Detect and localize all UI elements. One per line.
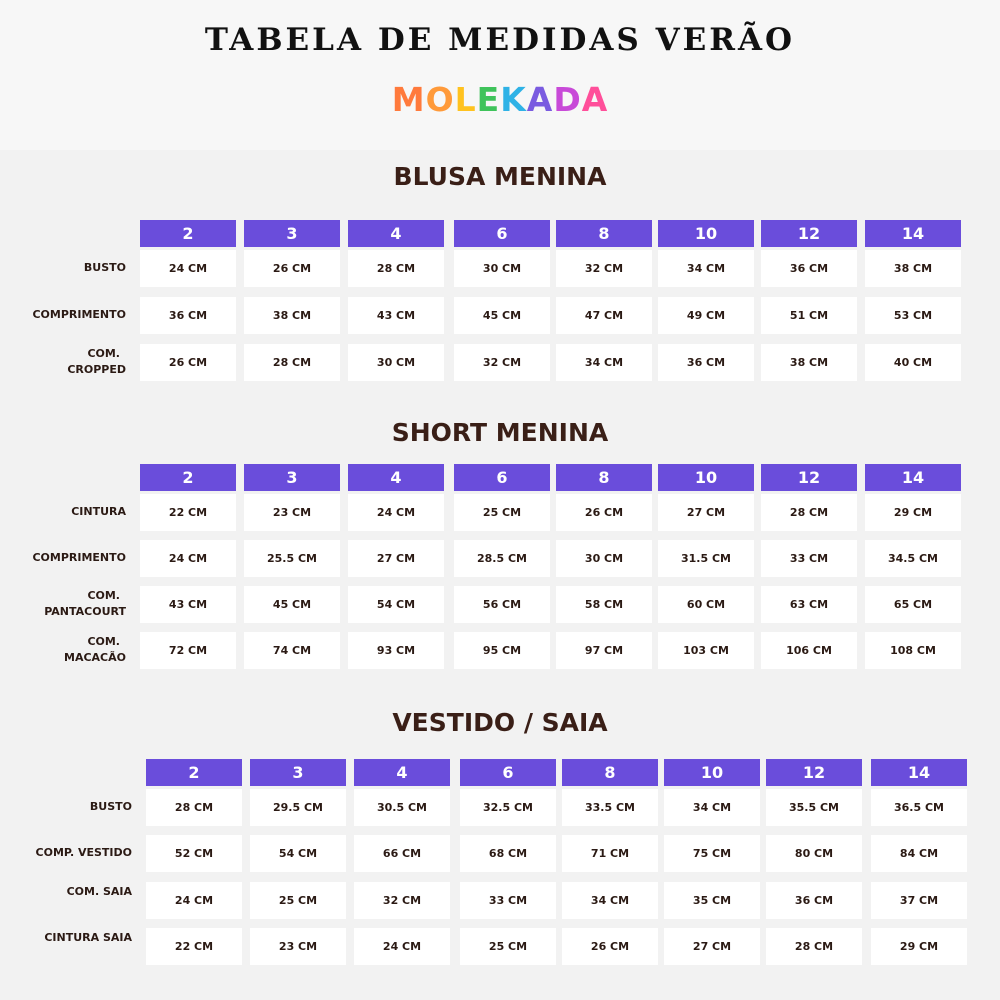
measure-cell: 53 CM: [865, 297, 961, 334]
measure-cell: 33 CM: [761, 540, 857, 577]
measure-cell: 95 CM: [454, 632, 550, 669]
measure-cell: 35 CM: [664, 882, 760, 919]
measure-cell: 84 CM: [871, 835, 967, 872]
row-label: CINTURA SAIA: [44, 931, 132, 944]
measure-cell: 29.5 CM: [250, 789, 346, 826]
measure-cell: 24 CM: [354, 928, 450, 965]
measure-cell: 32 CM: [354, 882, 450, 919]
measure-cell: 40 CM: [865, 344, 961, 381]
measure-cell: 33 CM: [460, 882, 556, 919]
section-title: VESTIDO / SAIA: [392, 708, 608, 737]
measure-cell: 75 CM: [664, 835, 760, 872]
measure-cell: 74 CM: [244, 632, 340, 669]
measure-cell: 32 CM: [454, 344, 550, 381]
measure-cell: 24 CM: [146, 882, 242, 919]
size-header: 3: [244, 464, 340, 491]
measure-cell: 23 CM: [244, 494, 340, 531]
measure-cell: 22 CM: [146, 928, 242, 965]
measure-cell: 28 CM: [146, 789, 242, 826]
size-header: 6: [454, 220, 550, 247]
measure-cell: 36.5 CM: [871, 789, 967, 826]
measure-cell: 27 CM: [664, 928, 760, 965]
row-label: COMPRIMENTO: [32, 308, 126, 321]
brand-letter: D: [553, 80, 582, 119]
measure-cell: 32.5 CM: [460, 789, 556, 826]
measure-cell: 25 CM: [454, 494, 550, 531]
row-label: COM. PANTACOURT: [44, 589, 126, 618]
measure-cell: 65 CM: [865, 586, 961, 623]
size-header: 2: [140, 464, 236, 491]
brand-letter: E: [476, 80, 501, 119]
measure-cell: 31.5 CM: [658, 540, 754, 577]
measure-cell: 103 CM: [658, 632, 754, 669]
measure-cell: 25 CM: [460, 928, 556, 965]
measure-cell: 36 CM: [658, 344, 754, 381]
row-label: COMP. VESTIDO: [35, 846, 132, 859]
measure-cell: 28 CM: [766, 928, 862, 965]
brand-logo: [0, 80, 1000, 119]
size-header: 12: [766, 759, 862, 786]
measure-cell: 45 CM: [454, 297, 550, 334]
row-label: BUSTO: [83, 261, 126, 274]
row-label: COM. CROPPED: [67, 347, 126, 376]
size-header: 4: [348, 464, 444, 491]
size-header: 6: [460, 759, 556, 786]
measure-cell: 26 CM: [140, 344, 236, 381]
measure-cell: 33.5 CM: [562, 789, 658, 826]
measure-cell: 30 CM: [454, 250, 550, 287]
measure-cell: 51 CM: [761, 297, 857, 334]
size-header: 6: [454, 464, 550, 491]
measure-cell: 26 CM: [556, 494, 652, 531]
measure-cell: 71 CM: [562, 835, 658, 872]
brand-letter: M: [391, 80, 426, 119]
size-header: 4: [354, 759, 450, 786]
measure-cell: 32 CM: [556, 250, 652, 287]
measure-cell: 36 CM: [761, 250, 857, 287]
size-header: 14: [865, 220, 961, 247]
measure-cell: 36 CM: [766, 882, 862, 919]
measure-cell: 36 CM: [140, 297, 236, 334]
measure-cell: 38 CM: [244, 297, 340, 334]
measure-cell: 63 CM: [761, 586, 857, 623]
size-header: 12: [761, 464, 857, 491]
size-header: 12: [761, 220, 857, 247]
measure-cell: 23 CM: [250, 928, 346, 965]
measure-cell: 68 CM: [460, 835, 556, 872]
measure-cell: 38 CM: [761, 344, 857, 381]
brand-letter: A: [526, 80, 554, 119]
measure-cell: 29 CM: [865, 494, 961, 531]
measure-cell: 47 CM: [556, 297, 652, 334]
measure-cell: 93 CM: [348, 632, 444, 669]
measure-cell: 106 CM: [761, 632, 857, 669]
row-label: BUSTO: [89, 800, 132, 813]
measure-cell: 72 CM: [140, 632, 236, 669]
measure-cell: 22 CM: [140, 494, 236, 531]
measure-cell: 24 CM: [140, 250, 236, 287]
measure-cell: 35.5 CM: [766, 789, 862, 826]
measure-cell: 34 CM: [664, 789, 760, 826]
measure-cell: 34.5 CM: [865, 540, 961, 577]
size-header: 2: [146, 759, 242, 786]
measure-cell: 28 CM: [244, 344, 340, 381]
measure-cell: 30 CM: [556, 540, 652, 577]
measure-cell: 80 CM: [766, 835, 862, 872]
size-header: 10: [658, 464, 754, 491]
measure-cell: 28.5 CM: [454, 540, 550, 577]
measure-cell: 24 CM: [140, 540, 236, 577]
measure-cell: 45 CM: [244, 586, 340, 623]
size-header: 2: [140, 220, 236, 247]
measure-cell: 108 CM: [865, 632, 961, 669]
measure-cell: 38 CM: [865, 250, 961, 287]
measure-cell: 34 CM: [562, 882, 658, 919]
measure-cell: 58 CM: [556, 586, 652, 623]
measure-cell: 27 CM: [658, 494, 754, 531]
measure-cell: 52 CM: [146, 835, 242, 872]
measure-cell: 25.5 CM: [244, 540, 340, 577]
measure-cell: 30.5 CM: [354, 789, 450, 826]
row-label: CINTURA: [71, 505, 126, 518]
measure-cell: 54 CM: [250, 835, 346, 872]
size-header: 14: [871, 759, 967, 786]
brand-letter: L: [454, 80, 477, 119]
measure-cell: 26 CM: [244, 250, 340, 287]
size-header: 8: [556, 220, 652, 247]
measure-cell: 97 CM: [556, 632, 652, 669]
measure-cell: 56 CM: [454, 586, 550, 623]
size-header: 4: [348, 220, 444, 247]
measure-cell: 34 CM: [658, 250, 754, 287]
measure-cell: 54 CM: [348, 586, 444, 623]
measure-cell: 30 CM: [348, 344, 444, 381]
row-label: COMPRIMENTO: [32, 551, 126, 564]
measure-cell: 27 CM: [348, 540, 444, 577]
measure-cell: 37 CM: [871, 882, 967, 919]
measure-cell: 26 CM: [562, 928, 658, 965]
measure-cell: 66 CM: [354, 835, 450, 872]
size-header: 8: [562, 759, 658, 786]
measure-cell: 29 CM: [871, 928, 967, 965]
measure-cell: 43 CM: [140, 586, 236, 623]
size-header: 8: [556, 464, 652, 491]
size-header: 14: [865, 464, 961, 491]
size-header: 10: [664, 759, 760, 786]
measure-cell: 25 CM: [250, 882, 346, 919]
measure-cell: 49 CM: [658, 297, 754, 334]
section-title: SHORT MENINA: [391, 418, 609, 447]
page-title: TABELA DE MEDIDAS VERÃO: [204, 22, 796, 58]
measure-cell: 60 CM: [658, 586, 754, 623]
measure-cell: 28 CM: [348, 250, 444, 287]
measure-cell: 34 CM: [556, 344, 652, 381]
row-label: COM. SAIA: [66, 885, 132, 898]
measure-cell: 24 CM: [348, 494, 444, 531]
section-title: BLUSA MENINA: [393, 162, 607, 191]
measure-cell: 28 CM: [761, 494, 857, 531]
brand-letter: K: [500, 80, 527, 119]
measure-cell: 43 CM: [348, 297, 444, 334]
size-header: 3: [250, 759, 346, 786]
brand-letter: A: [581, 80, 609, 119]
brand-letter: O: [425, 80, 455, 119]
size-header: 10: [658, 220, 754, 247]
row-label: COM. MACACÃO: [64, 635, 126, 664]
size-header: 3: [244, 220, 340, 247]
